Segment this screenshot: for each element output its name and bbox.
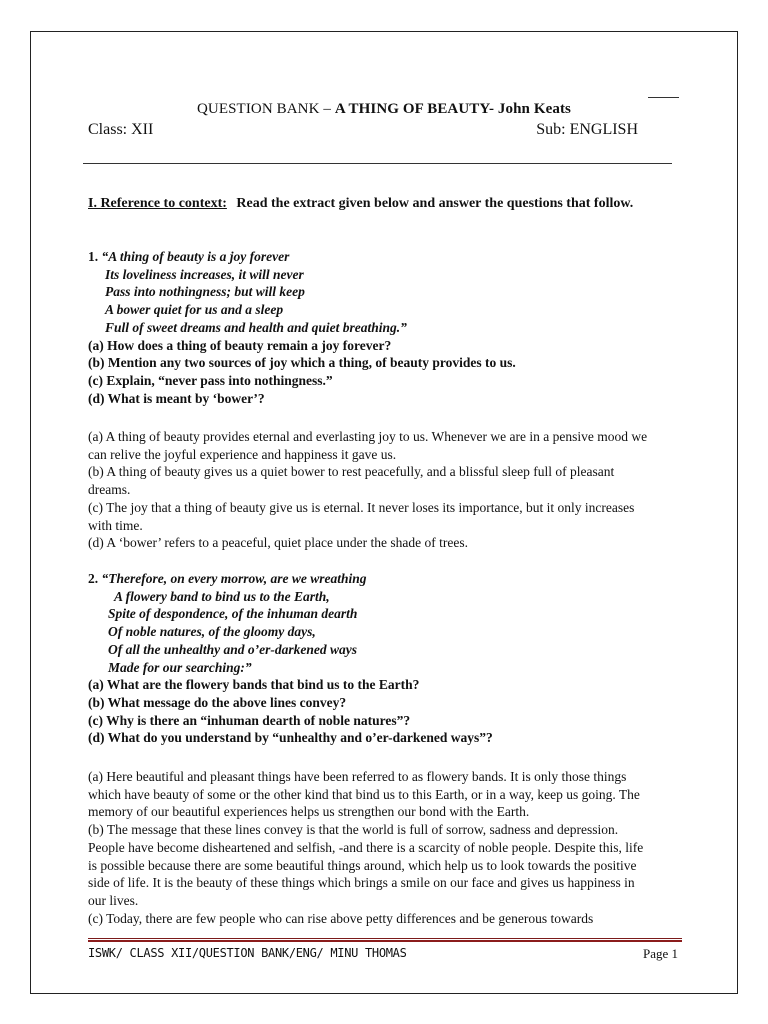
q1-number: 1. — [88, 249, 99, 264]
footer-rule-thick — [88, 940, 682, 942]
q2-answer-c: (c) Today, there are few people who can rise above petty differences and be generous towards — [88, 910, 594, 926]
footer-rule-thin — [88, 938, 682, 939]
q2-question-d: (d) What do you understand by “unhealthy and o’er-darkened ways”? — [88, 730, 493, 746]
q1-block — [88, 248, 516, 407]
q2-poem-line-6: Made for our searching:” — [108, 659, 252, 675]
q2-number: 2. — [88, 571, 99, 586]
q2-poem-line — [88, 570, 493, 588]
q1-poem-line-3: Pass into nothingness; but will keep — [105, 284, 305, 300]
q1-answer-a: (a) A thing of beauty provides eternal and everlasting joy to us. Whenever we are in a pensive mood we can relive the joyful experience and happiness it gave us. — [88, 429, 648, 462]
footer-left-text: ISWK/ CLASS XII/QUESTION BANK/ENG/ MINU THOMAS — [88, 946, 407, 960]
q1-poem-line-5: Full of sweet dreams and health and quiet breathing.” — [105, 319, 407, 335]
class-subject-line — [88, 121, 638, 139]
title-bold: A THING OF BEAUTY- — [334, 101, 495, 117]
q1-answer-c: (c) The joy that a thing of beauty give us is eternal. It never loses its importance, but it only increases with time. — [88, 499, 635, 533]
q1-answer-b: (b) A thing of beauty gives us a quiet bower to rest peacefully, and a blissful sleep full of pleasant dreams. — [88, 464, 615, 498]
q1-poem-line-4: A bower quiet for us and a sleep — [105, 302, 284, 318]
class-label: Class: XII — [88, 121, 154, 138]
page-number: Page 1 — [642, 946, 678, 961]
q2-poem-line-3: Spite of despondence, of the inhuman dearth — [108, 606, 358, 622]
title-prefix: QUESTION BANK – — [196, 101, 335, 117]
header-top-rule — [648, 97, 679, 98]
q2-poem-line-4: Of noble natures, of the gloomy days, — [108, 624, 316, 640]
q1-answers — [88, 428, 648, 552]
q2-question-b: (b) What message do the above lines convey? — [88, 694, 347, 710]
q2-question-a: (a) What are the flowery bands that bind us to the Earth? — [88, 677, 420, 693]
page-footer — [88, 946, 678, 962]
section-instruction: Read the extract given below and answer the questions that follow. — [236, 196, 634, 211]
q1-poem-line-1: “A thing of beauty is a joy forever — [101, 249, 290, 264]
q1-question-d: (d) What is meant by ‘bower’? — [88, 390, 265, 406]
q2-poem-line-2: A flowery band to bind us to the Earth, — [114, 588, 330, 604]
q2-block — [88, 570, 493, 747]
subject-label: Sub: ENGLISH — [536, 121, 638, 138]
section-title: I. Reference to context: — [88, 196, 227, 211]
q1-question-a: (a) How does a thing of beauty remain a joy forever? — [88, 337, 392, 353]
q1-answer-d: (d) A ‘bower’ refers to a peaceful, quiet place under the shade of trees. — [88, 535, 468, 551]
q2-poem-line-5: Of all the unhealthy and o’er-darkened ways — [108, 641, 358, 657]
q2-poem-line-1: “Therefore, on every morrow, are we wreathing — [101, 571, 367, 586]
document-title — [0, 101, 768, 118]
section-heading — [88, 196, 633, 212]
q2-answers — [88, 768, 648, 927]
q1-poem-line-2: Its loveliness increases, it will never — [105, 266, 304, 282]
q2-question-c: (c) Why is there an “inhuman dearth of noble natures”? — [88, 712, 411, 728]
title-author: John Keats — [494, 101, 571, 117]
q2-answer-b: (b) The message that these lines convey is that the world is full of sorrow, sadness and depression. People have become disheartened and selfish, -and there is a scarcity of noble people. Despite this, life is possible because there are some beautiful things around, which help us to look towards the positive side of life. It is the beauty of these things which brings a smile on our face and gives us happiness in our lives. — [88, 822, 644, 908]
q2-answer-a: (a) Here beautiful and pleasant things have been referred to as flowery bands. It is only those things which have beauty of some or the other kind that bind us to this Earth, or in a way, keep us going. The memory of our beautiful experiences helps us strengthen our bond with the Earth. — [88, 769, 640, 820]
q1-poem-line — [88, 248, 516, 266]
header-divider — [83, 163, 672, 164]
q1-question-c: (c) Explain, “never pass into nothingness.” — [88, 372, 333, 388]
q1-question-b: (b) Mention any two sources of joy which a thing, of beauty provides to us. — [88, 355, 516, 371]
